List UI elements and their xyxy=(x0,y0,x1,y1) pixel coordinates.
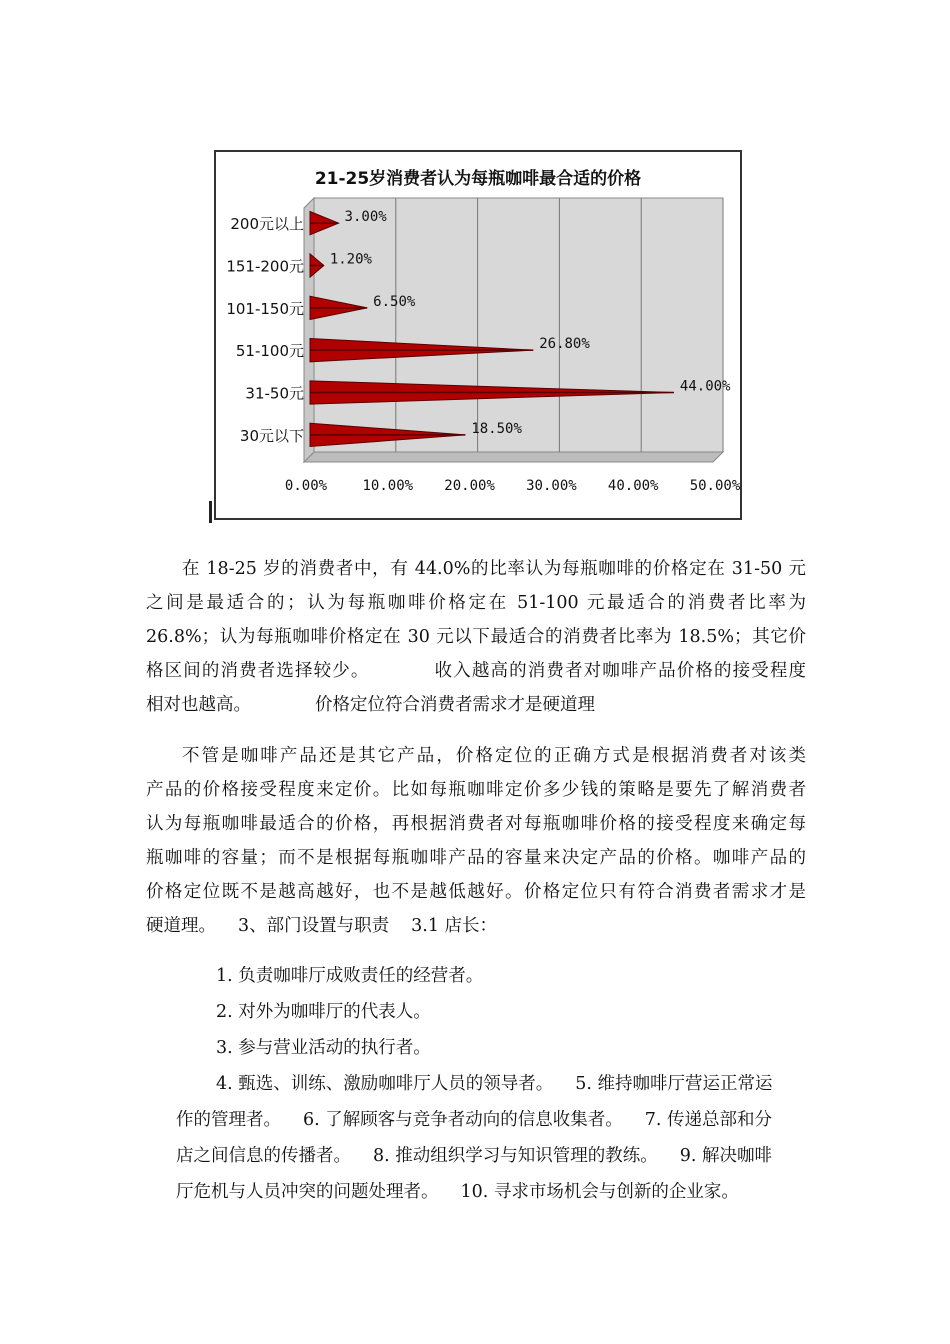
paragraph-fragment: 相对也越高。 xyxy=(146,695,251,715)
paragraph-fragment: 格区间的消费者选择较少。 xyxy=(146,661,370,681)
list-item: 10. 寻求市场机会与创新的企业家。 xyxy=(460,1182,739,1202)
list-line xyxy=(176,1102,806,1138)
x-tick-label: 0.00% xyxy=(284,478,328,494)
data-label: 44.00% xyxy=(679,378,731,395)
list-item: 8. 推动组织学习与知识管理的教练。 xyxy=(373,1146,658,1166)
paragraph-line: 在 18-25 岁的消费者中，有 44.0%的比率认为每瓶咖啡的价格定在 31-50 元 xyxy=(182,559,806,579)
manager-duties-paragraph xyxy=(176,1066,806,1210)
manager-duties-list xyxy=(146,958,806,1066)
paragraph-line: 产品的价格接受程度来定价。比如每瓶咖啡定价多少钱的策略是要先了解消费者 xyxy=(146,780,806,800)
paragraph-line xyxy=(146,688,806,722)
category-label: 30元以下 xyxy=(239,426,304,445)
category-label: 31-50元 xyxy=(245,384,304,403)
paragraph-line: 之间是最适合的；认为每瓶咖啡价格定在 51-100 元最适合的消费者比率为 xyxy=(146,593,806,613)
data-label: 26.80% xyxy=(539,336,590,353)
data-label: 18.50% xyxy=(471,420,522,437)
x-tick-label: 30.00% xyxy=(526,478,577,494)
chart-title: 21-25岁消费者认为每瓶咖啡最合适的价格 xyxy=(314,169,642,189)
category-label: 51-100元 xyxy=(235,342,304,361)
list-item: 7. 传递总部和分 xyxy=(644,1110,773,1130)
paragraph-price-positioning xyxy=(146,739,806,943)
list-item: 9. 解决咖啡 xyxy=(679,1146,773,1166)
paragraph-line xyxy=(146,909,806,943)
plot-floor xyxy=(304,452,723,462)
list-item: 1. 负责咖啡厅成败责任的经营者。 xyxy=(216,966,484,986)
x-tick-label: 40.00% xyxy=(607,478,659,494)
data-label: 6.50% xyxy=(373,293,416,310)
paragraph-line: 价格定位既不是越高越好，也不是越低越好。价格定位只有符合消费者需求才是 xyxy=(146,882,806,902)
price-chart xyxy=(214,150,742,520)
list-item: 作的管理者。 xyxy=(176,1110,281,1130)
paragraph-line: 不管是咖啡产品还是其它产品，价格定位的正确方式是根据消费者对该类 xyxy=(182,746,806,766)
paragraph-line xyxy=(146,654,806,688)
category-label: 200元以上 xyxy=(230,215,304,234)
category-label: 101-150元 xyxy=(226,299,304,318)
list-item: 3. 参与营业活动的执行者。 xyxy=(216,1038,431,1058)
list-item: 4. 甄选、训练、激励咖啡厅人员的领导者。 xyxy=(216,1074,554,1094)
list-line xyxy=(176,1174,806,1210)
list-line xyxy=(176,1066,806,1102)
paragraph-line: 26.8%；认为每瓶咖啡价格定在 30 元以下最适合的消费者比率为 18.5%；其它价 xyxy=(146,627,806,647)
price-chart-svg xyxy=(216,152,740,518)
data-label: 3.00% xyxy=(344,209,387,226)
section-heading: 价格定位符合消费者需求才是硬道理 xyxy=(315,695,595,715)
list-item: 店之间信息的传播者。 xyxy=(176,1146,351,1166)
paragraph-price-findings xyxy=(146,552,806,722)
list-item: 2. 对外为咖啡厅的代表人。 xyxy=(216,1002,431,1022)
list-item: 5. 维持咖啡厅营运正常运 xyxy=(575,1074,773,1094)
paragraph-line: 认为每瓶咖啡最适合的价格，再根据消费者对每瓶咖啡价格的接受程度来确定每 xyxy=(146,814,806,834)
x-tick-label: 50.00% xyxy=(689,478,740,494)
list-line xyxy=(176,1138,806,1174)
plot-area xyxy=(314,198,723,452)
list-item: 6. 了解顾客与竞争者动向的信息收集者。 xyxy=(303,1110,623,1130)
list-item: 厅危机与人员冲突的问题处理者。 xyxy=(176,1182,439,1202)
paragraph-fragment: 硬道理。 xyxy=(146,916,216,936)
plot-side-wall xyxy=(304,198,314,462)
section-heading: 3、部门设置与职责 xyxy=(238,916,390,936)
subsection-heading: 3.1 店长： xyxy=(411,916,498,936)
text-cursor xyxy=(209,501,212,523)
x-tick-label: 10.00% xyxy=(362,478,414,494)
category-label: 151-200元 xyxy=(226,257,304,276)
x-tick-label: 20.00% xyxy=(444,478,495,494)
data-label: 1.20% xyxy=(329,251,372,268)
paragraph-fragment: 收入越高的消费者对咖啡产品价格的接受程度 xyxy=(433,661,806,681)
paragraph-line: 瓶咖啡的容量；而不是根据每瓶咖啡产品的容量来决定产品的价格。咖啡产品的 xyxy=(146,848,806,868)
